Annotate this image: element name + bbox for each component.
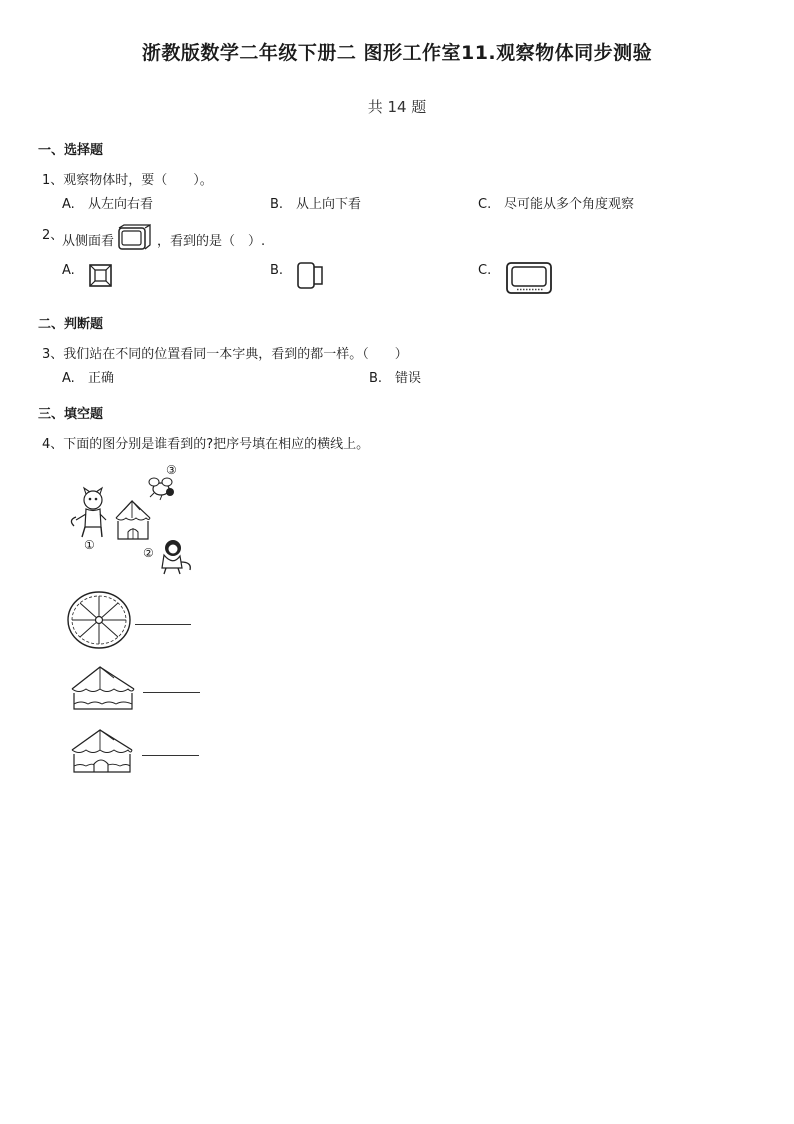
question-2-number: 2、 bbox=[42, 228, 64, 243]
question-4-text: 4、下面的图分别是谁看到的?把序号填在相应的横线上。 bbox=[42, 437, 370, 452]
option-letter: B. bbox=[270, 197, 284, 212]
option-text: 尽可能从多个角度观察 bbox=[504, 197, 635, 212]
section-heading-choice: 一、选择题 bbox=[38, 143, 104, 158]
question-1-option-a[interactable] bbox=[62, 193, 153, 212]
question-2-option-c[interactable] bbox=[478, 263, 504, 278]
scene-illustration bbox=[64, 462, 196, 578]
square-frame-shape-image bbox=[88, 263, 114, 289]
option-letter: C. bbox=[478, 197, 492, 212]
section-heading-judge: 二、判断题 bbox=[38, 317, 104, 332]
question-3-text: 3、我们站在不同的位置看同一本字典，看到的都一样。（ ） bbox=[42, 347, 408, 362]
question-1-text: 1、观察物体时，要（ ）。 bbox=[42, 173, 213, 188]
section-heading-fill: 三、填空题 bbox=[38, 407, 104, 422]
bee-figure bbox=[149, 478, 174, 500]
tent-figure bbox=[116, 501, 150, 539]
tent-front-view-image bbox=[68, 726, 140, 776]
question-2-option-a[interactable] bbox=[62, 263, 88, 278]
tv-object-image bbox=[117, 223, 153, 251]
mark-monkey: ② bbox=[143, 546, 154, 560]
tent-side-view-image bbox=[68, 663, 140, 713]
option-text: 错误 bbox=[395, 371, 422, 386]
option-letter: B. bbox=[270, 263, 284, 278]
option-letter: B. bbox=[369, 371, 383, 386]
question-2-text-before: 从侧面看 bbox=[62, 234, 115, 249]
answer-blank-3[interactable] bbox=[142, 755, 199, 756]
mark-cat: ① bbox=[84, 538, 95, 552]
option-text: 正确 bbox=[88, 371, 115, 386]
monkey-figure bbox=[162, 540, 190, 574]
page-title: 浙教版数学二年级下册二 图形工作室11.观察物体同步测验 bbox=[141, 42, 653, 64]
option-letter: A. bbox=[62, 197, 75, 212]
tv-front-view-image bbox=[505, 261, 553, 295]
cat-figure bbox=[71, 488, 106, 537]
question-1-option-b[interactable] bbox=[270, 193, 361, 212]
option-text: 从左向右看 bbox=[88, 197, 154, 212]
mark-bee: ③ bbox=[166, 463, 177, 477]
question-2-option-b[interactable] bbox=[270, 263, 296, 278]
top-view-image bbox=[65, 590, 135, 650]
question-3-option-b[interactable] bbox=[369, 367, 421, 386]
question-2-text-after: ，看到的是（ ）. bbox=[157, 234, 266, 249]
question-3-option-a[interactable] bbox=[62, 367, 114, 386]
answer-blank-1[interactable] bbox=[135, 624, 191, 625]
question-count: 共 14 题 bbox=[367, 98, 427, 116]
side-view-shape-image bbox=[296, 261, 326, 291]
option-letter: A. bbox=[62, 371, 75, 386]
option-letter: A. bbox=[62, 263, 75, 278]
question-1-option-c[interactable] bbox=[478, 193, 634, 212]
option-text: 从上向下看 bbox=[296, 197, 362, 212]
option-letter: C. bbox=[478, 263, 492, 278]
answer-blank-2[interactable] bbox=[143, 692, 200, 693]
